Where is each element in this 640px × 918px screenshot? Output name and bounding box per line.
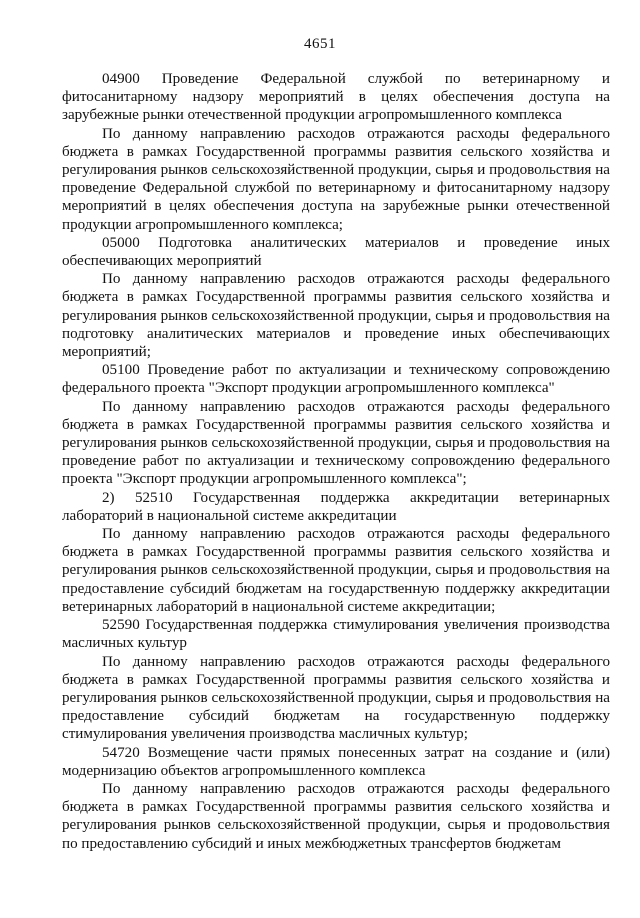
paragraph-description-52590: По данному направлению расходов отражаются расходы федерального бюджета в рамках Государственной программы развития сельского хозяйства и регулирования рынков сельскохозяйственной продукции, сырья и продовольствия на предоставление субсидий бюджетам на государственную поддержку стимулирования увеличения производства масличных культур; <box>62 653 610 743</box>
paragraph-description-05000: По данному направлению расходов отражаются расходы федерального бюджета в рамках Государственной программы развития сельского хозяйства и регулирования рынков сельскохозяйственной продукции, сырья и продовольствия на подготовку аналитических материалов и проведение иных обеспечивающих мероприятий; <box>62 271 610 361</box>
paragraph-code-54720: 54720 Возмещение части прямых понесенных затрат на создание и (или) модернизацию объектов агропромышленного комплекса <box>62 744 610 779</box>
paragraph-code-04900: 04900 Проведение Федеральной службой по ветеринарному и фитосанитарному надзору мероприятий в целях обеспечения доступа на зарубежные рынки отечественной продукции агропромышленного комплекса <box>62 71 610 124</box>
paragraph-description-05100: По данному направлению расходов отражаются расходы федерального бюджета в рамках Государственной программы развития сельского хозяйства и регулирования рынков сельскохозяйственной продукции, сырья и продовольствия на проведение работ по актуализации и техническому сопровождению федерального проекта "Экспорт продукции агропромышленного комплекса"; <box>62 398 610 488</box>
paragraph-description-52510: По данному направлению расходов отражаются расходы федерального бюджета в рамках Государственной программы развития сельского хозяйства и регулирования рынков сельскохозяйственной продукции, сырья и продовольствия на предоставление субсидий бюджетам на государственную поддержку аккредитации ветеринарных лабораторий в национальной системе аккредитации; <box>62 526 610 615</box>
paragraph-description-54720: По данному направлению расходов отражаются расходы федерального бюджета в рамках Государственной программы развития сельского хозяйства и регулирования рынков сельскохозяйственной продукции, сырья и продовольствия по предоставлению субсидий и иных межбюджетных трансфертов бюджетам <box>62 780 610 852</box>
paragraph-code-05000: 05000 Подготовка аналитических материалов и проведение иных обеспечивающих мероприятий <box>62 234 610 270</box>
paragraph-code-52590: 52590 Государственная поддержка стимулирования увеличения производства масличных культур <box>62 617 610 652</box>
document-body <box>62 70 610 853</box>
page-number: 4651 <box>304 36 336 52</box>
paragraph-code-05100: 05100 Проведение работ по актуализации и техническому сопровождению федерального проекта "Экспорт продукции агропромышленного комплекса" <box>62 362 610 397</box>
paragraph-code-52510: 2) 52510 Государственная поддержка аккредитации ветеринарных лабораторий в национальной системе аккредитации <box>62 489 610 524</box>
paragraph-description-04900: По данному направлению расходов отражаются расходы федерального бюджета в рамках Государственной программы развития сельского хозяйства и регулирования рынков сельскохозяйственной продукции, сырья и продовольствия на проведение Федеральной службой по ветеринарному и фитосанитарному надзору мероприятий в целях обеспечения доступа на зарубежные рынки отечественной продукции агропромышленного комплекса; <box>62 125 610 233</box>
